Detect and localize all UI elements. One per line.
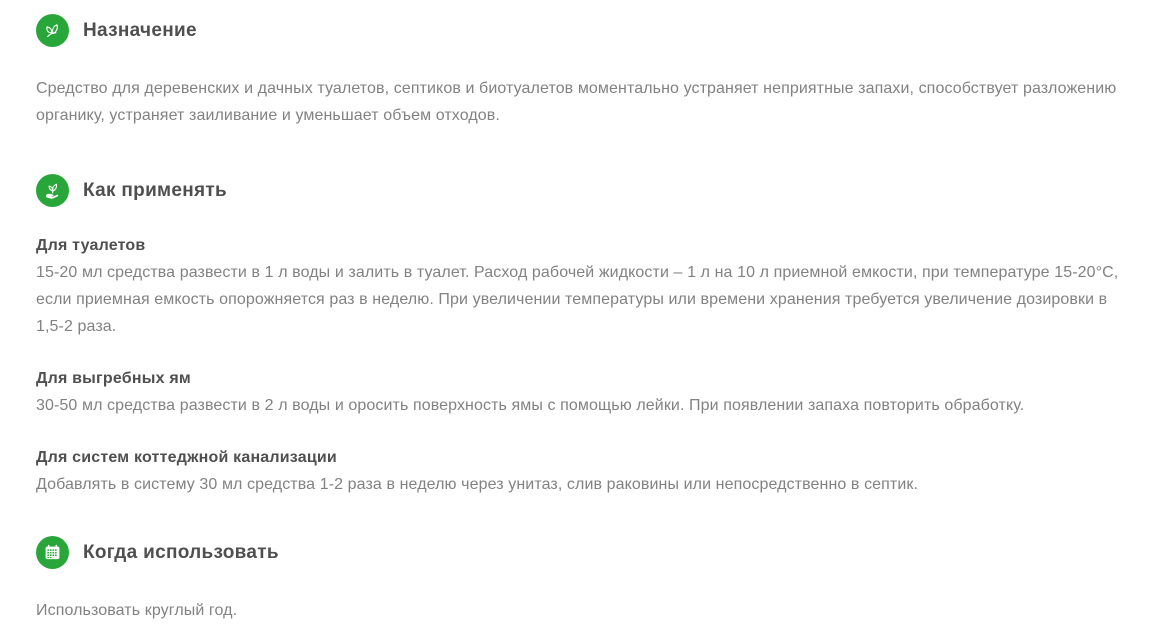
section-purpose [36,14,1122,129]
purpose-description: Средство для деревенских и дачных туалетов, септиков и биотуалетов моментально устраняет неприятные запахи, способствует разложению органику, устраняет заиливание и уменьшает объем отходов. [36,80,1117,124]
usage-block-cesspools [36,366,1122,419]
calendar-icon [36,536,69,569]
usage-block-cesspools-subtitle: Для выгребных ям [36,370,191,387]
usage-block-cottage-sewage-text: Добавлять в систему 30 мл средства 1-2 раза в неделю через унитаз, слив раковины или непосредственно в септик. [36,476,919,493]
usage-block-cottage-sewage-subtitle: Для систем коттеджной канализации [36,449,337,466]
sprout-hand-icon [36,174,69,207]
section-purpose-title: Назначение [83,19,197,41]
usage-block-toilets-subtitle: Для туалетов [36,237,146,254]
when-to-use-text: Использовать круглый год. [36,602,238,619]
usage-block-toilets-text: 15-20 мл средства развести в 1 л воды и залить в туалет. Расход рабочей жидкости – 1 л на 10 л приемной емкости, при температуре 15-20°С, если приемная емкость опорожняется раз в неделю. При увеличении температуры или времени хранения требуется увеличение дозировки в 1,5-2 раза. [36,264,1119,335]
section-how-to-use [36,174,1122,498]
section-when-to-use [36,536,1122,624]
section-when-to-use-title: Когда использовать [83,541,279,563]
section-how-to-use-title: Как применять [83,179,228,201]
usage-block-cottage-sewage [36,445,1122,498]
leaves-icon [36,14,69,47]
section-purpose-header [36,14,1122,47]
section-how-to-use-header [36,174,1122,207]
usage-block-cesspools-text: 30-50 мл средства развести в 2 л воды и оросить поверхность ямы с помощью лейки. При появлении запаха повторить обработку. [36,397,1025,414]
section-when-to-use-header [36,536,1122,569]
usage-block-toilets [36,233,1122,340]
